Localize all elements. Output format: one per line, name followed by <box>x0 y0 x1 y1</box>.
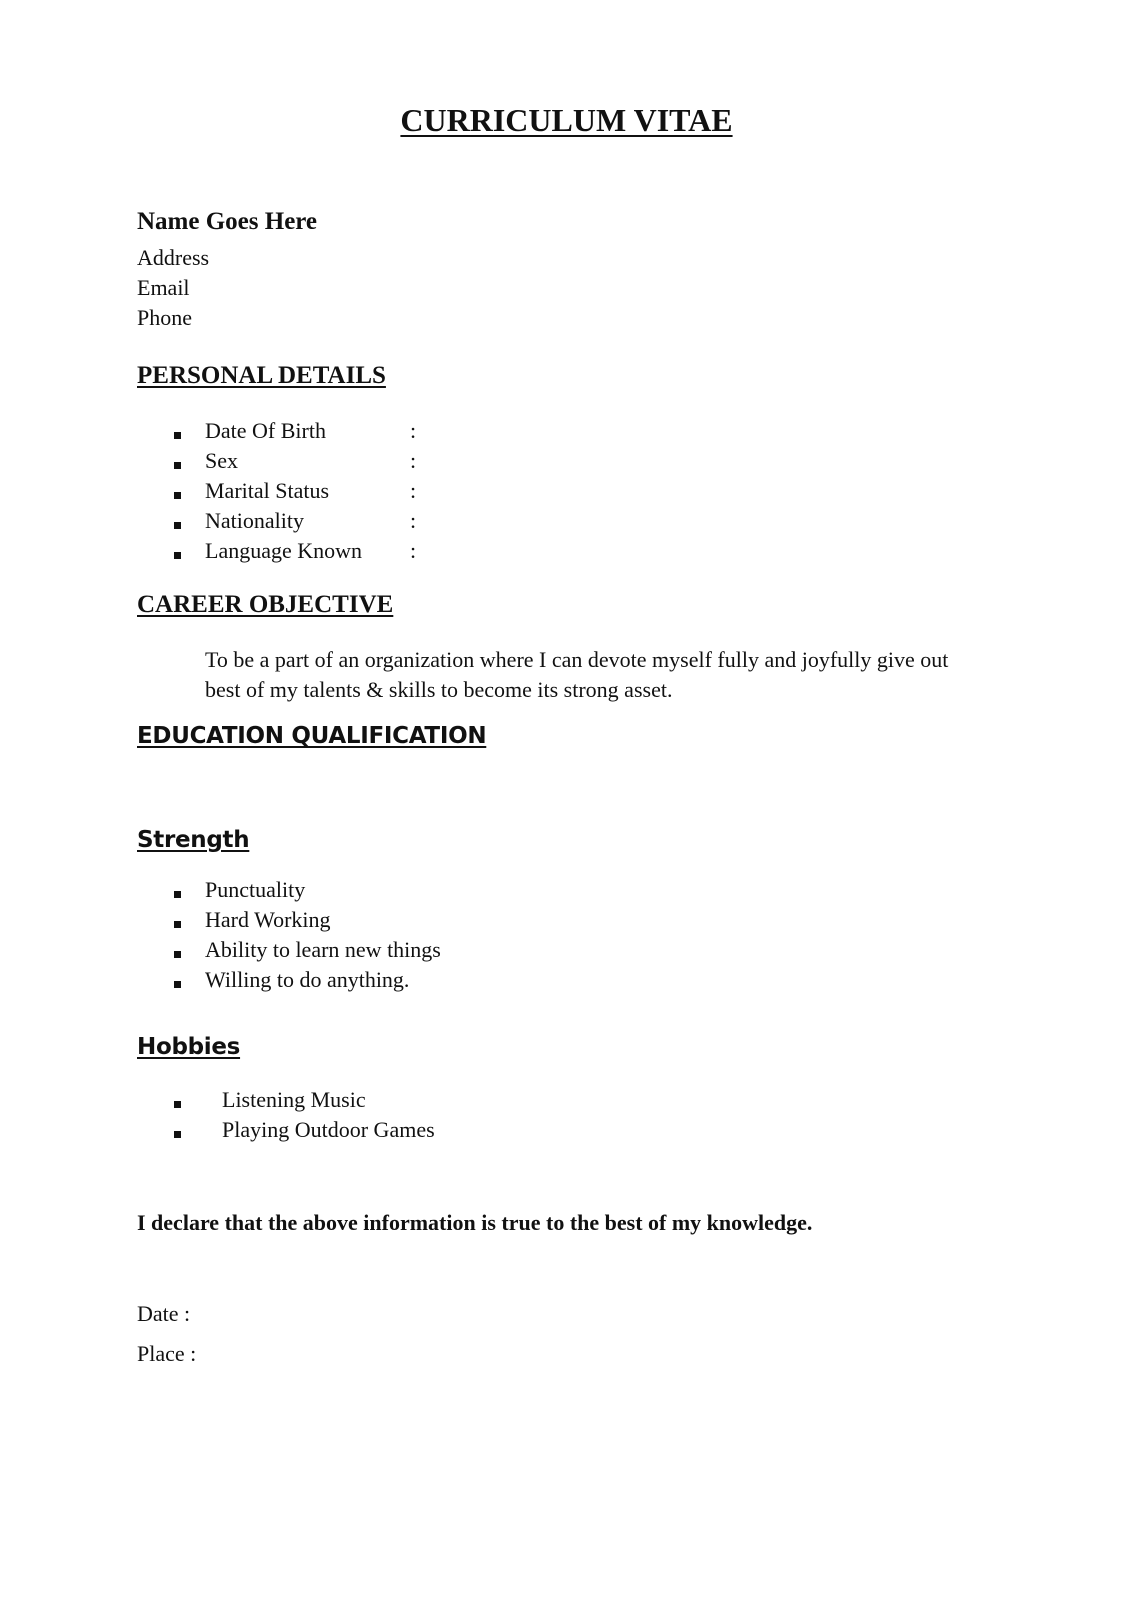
detail-label: Sex <box>205 448 238 473</box>
detail-label: Marital Status <box>205 478 330 503</box>
hobbies-heading: Hobbies <box>137 1034 241 1060</box>
career-objective-line: To be a part of an organization where I can devote myself fully and joyfully give out <box>205 647 949 672</box>
strength-item: Punctuality <box>205 877 306 902</box>
detail-label: Date Of Birth <box>205 418 326 443</box>
hobby-item: Playing Outdoor Games <box>222 1117 435 1142</box>
personal-details-heading: PERSONAL DETAILS <box>137 362 386 389</box>
bullet-icon <box>174 432 181 439</box>
detail-colon: : <box>410 538 417 563</box>
hobby-item: Listening Music <box>222 1087 366 1112</box>
bullet-icon <box>174 492 181 499</box>
detail-colon: : <box>410 418 417 443</box>
strength-item: Ability to learn new things <box>205 937 441 962</box>
email-line: Email <box>137 275 190 300</box>
detail-colon: : <box>410 508 417 533</box>
detail-colon: : <box>410 448 417 473</box>
detail-label: Language Known <box>205 538 363 563</box>
detail-colon: : <box>410 478 417 503</box>
detail-label: Nationality <box>205 508 304 533</box>
career-objective-heading: CAREER OBJECTIVE <box>137 591 394 618</box>
declaration-text: I declare that the above information is true to the best of my knowledge. <box>137 1210 813 1235</box>
bullet-icon <box>174 522 181 529</box>
bullet-icon <box>174 951 181 958</box>
bullet-icon <box>174 1131 181 1138</box>
address-line: Address <box>137 245 210 270</box>
phone-line: Phone <box>137 305 192 330</box>
bullet-icon <box>174 462 181 469</box>
strength-item: Hard Working <box>205 907 331 932</box>
career-objective-line: best of my talents & skills to become its strong asset. <box>205 677 673 702</box>
strength-heading: Strength <box>137 827 250 853</box>
education-heading: EDUCATION QUALIFICATION <box>137 723 487 749</box>
bullet-icon <box>174 1101 181 1108</box>
bullet-icon <box>174 552 181 559</box>
place-label: Place : <box>137 1341 197 1366</box>
strength-item: Willing to do anything. <box>205 967 410 992</box>
date-label: Date : <box>137 1301 191 1326</box>
candidate-name: Name Goes Here <box>137 208 318 235</box>
bullet-icon <box>174 891 181 898</box>
bullet-icon <box>174 981 181 988</box>
document-title <box>0 100 1133 140</box>
bullet-icon <box>174 921 181 928</box>
document-title-text: CURRICULUM VITAE <box>400 102 733 138</box>
